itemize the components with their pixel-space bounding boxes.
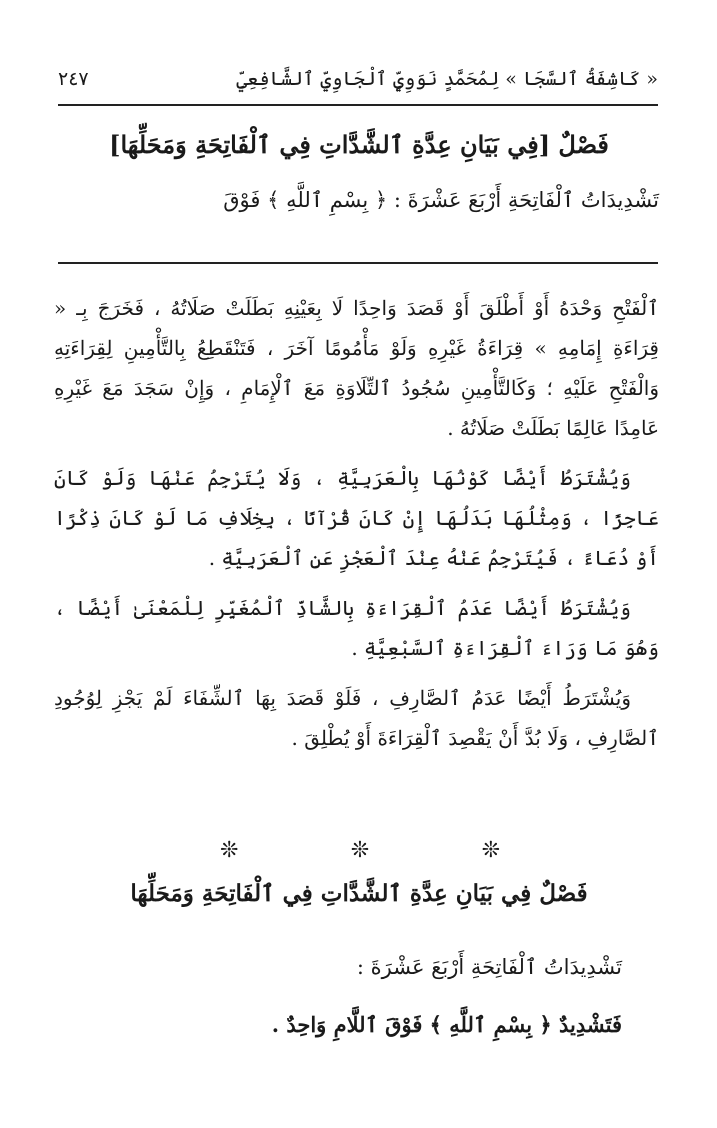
- section-heading: فَصْلٌ فِي بَيَانِ عِدَّةِ ٱلشَّدَّاتِ فِي ٱلْفَاتِحَةِ وَمَحَلِّهَا: [130, 880, 588, 907]
- paragraph: وَيُشْتَرَطُ أَيْضًا كَوْنُهَا بِالْعَرَبِيَّةِ ، وَلَا يُتَرْجِمُ عَنْهَا وَلَوْ كَانَ عَاجِزًا ، وَمِثْلُهَا بَدَلُهَا إِنْ كَانَ قُرْآنًا ، بِخِلَافِ مَا لَوْ كَانَ ذِكْرًا أَوْ دُعَاءً ، فَيُتَرْجِمُ عَنْهُ عِنْدَ ٱلْعَجْزِ عَنِ ٱلْعَرَبِيَّةِ .: [54, 466, 659, 570]
- section-heading-bracketed: فَصْلٌ [فِي بَيَانِ عِدَّةِ ٱلشَّدَّاتِ فِي ٱلْفَاتِحَةِ وَمَحَلِّهَا]: [109, 130, 609, 159]
- paragraph: ٱلْفَتْحِ وَحْدَهُ أَوْ أَطْلَقَ أَوْ قَصَدَ وَاحِدًا لَا بِعَيْنِهِ بَطَلَتْ صَلَاتُهُ ، فَخَرَجَ بِـ « قِرَاءَةِ إِمَامِهِ » قِرَاءَةُ غَيْرِهِ وَلَوْ مَأْمُومًا آخَرَ ، فَتَنْقَطِعُ بِالتَّأْمِينِ لِقِرَاءَتِهِ وَالْفَتْحِ عَلَيْهِ ؛ وَكَالتَّأْمِينِ سُجُودُ ٱلتِّلَاوَةِ مَعَ ٱلْإِمَامِ ، وَإِنْ سَجَدَ مَعَ غَيْرِهِ عَامِدًا عَالِمًا بَطَلَتْ صَلَاتُهُ .: [54, 296, 659, 440]
- ornament-separator: [220, 838, 500, 863]
- paragraph: وَيُشْتَرَطُ أَيْضًا عَدَمُ ٱلْقِرَاءَةِ بِالشَّاذِّ ٱلْمُغَيِّرِ لِلْمَعْنَىٰ أَيْضًا ، وَهُوَ مَا وَرَاءَ ٱلْقِرَاءَةِ ٱلسَّبْعِيَّةِ .: [54, 596, 659, 660]
- header-title: « كَاشِفَةُ ٱلسَّجَا » لِمُحَمَّدٍ نَوَوِيٍّ ٱلْجَاوِيِّ ٱلشَّافِعِيِّ: [236, 68, 658, 90]
- star-ornament-icon: ❊: [350, 838, 370, 863]
- section-line: فَتَشْدِيدٌ ﴿ بِسْمِ ٱللَّهِ ﴾ فَوْقَ ٱللَّامِ وَاحِدٌ .: [271, 1012, 622, 1037]
- running-header: [58, 62, 658, 100]
- section-line: تَشْدِيدَاتُ ٱلْفَاتِحَةِ أَرْبَعَ عَشْرَةَ :: [356, 955, 622, 979]
- page-number: ٢٤٧: [58, 68, 89, 90]
- star-ornament-icon: ❊: [220, 838, 239, 863]
- paragraph: وَيُشْتَرَطُ أَيْضًا عَدَمُ ٱلصَّارِفِ ، فَلَوْ قَصَدَ بِهَا ٱلشِّفَاءَ لَمْ يَجْزِ لِوُجُودِ ٱلصَّارِفِ ، وَلَا بُدَّ أَنْ يَقْصِدَ ٱلْقِرَاءَةَ أَوْ يُطْلِقَ .: [54, 686, 659, 750]
- section-subline: تَشْدِيدَاتُ ٱلْفَاتِحَةِ أَرْبَعَ عَشْرَةَ : ﴿ بِسْمِ ٱللَّهِ ﴾ فَوْقَ: [223, 188, 659, 212]
- star-ornament-icon: ❊: [481, 838, 500, 863]
- header-rule: [58, 104, 658, 106]
- body-text: [54, 288, 659, 768]
- section-divider: [58, 262, 658, 264]
